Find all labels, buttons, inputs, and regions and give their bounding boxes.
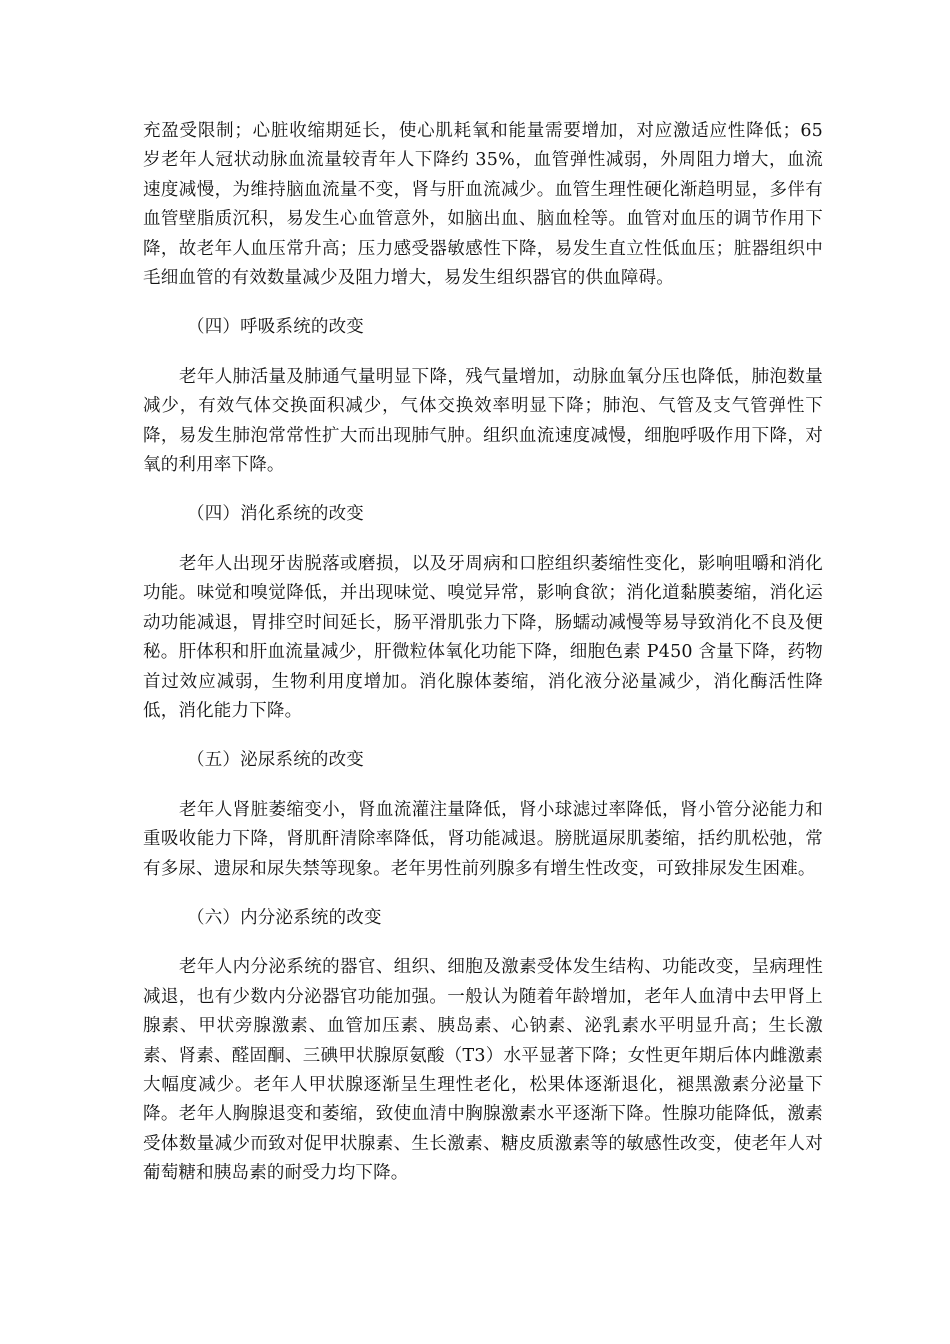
heading-respiratory: （四）呼吸系统的改变 (187, 317, 364, 338)
paragraph-urinary: 老年人肾脏萎缩变小，肾血流灌注量降低，肾小球滤过率降低，肾小管分泌能力和重吸收能力下降，肾肌酐清除率降低，肾功能减退。膀胱逼尿肌萎缩，括约肌松弛，常有多尿、遗尿和尿失禁等现象。老年男性前列腺多有增生性改变，可致排尿发生困难。 (143, 799, 823, 879)
document-body (143, 117, 823, 1209)
paragraph-digestive: 老年人出现牙齿脱落或磨损，以及牙周病和口腔组织萎缩性变化，影响咀嚼和消化功能。味觉和嗅觉降低，并出现味觉、嗅觉异常，影响食欲；消化道黏膜萎缩，消化运动功能减退，胃排空时间延长，肠平滑肌张力下降，肠蠕动减慢等易导致消化不良及便秘。肝体积和肝血流量减少，肝微粒体氧化功能下降，细胞色素 P450 含量下降，药物首过效应减弱，生物利用度增加。消化腺体萎缩，消化液分泌量减少，消化酶活性降低，消化能力下降。 (143, 553, 823, 721)
paragraph-endocrine: 老年人内分泌系统的器官、组织、细胞及激素受体发生结构、功能改变，呈病理性减退，也有少数内分泌器官功能加强。一般认为随着年龄增加，老年人血清中去甲肾上腺素、甲状旁腺激素、血管加压素、胰岛素、心钠素、泌乳素水平明显升高；生长激素、肾素、醛固酮、三碘甲状腺原氨酸（T3）水平显著下降；女性更年期后体内雌激素大幅度减少。老年人甲状腺逐渐呈生理性老化，松果体逐渐退化，褪黑激素分泌量下降。老年人胸腺退变和萎缩，致使血清中胸腺激素水平逐渐下降。性腺功能降低，激素受体数量减少而致对促甲状腺素、生长激素、糖皮质激素等的敏感性改变，使老年人对葡萄糖和胰岛素的耐受力均下降。 (143, 957, 823, 1184)
paragraph-cardiovascular-continuation: 充盈受限制；心脏收缩期延长，使心肌耗氧和能量需要增加，对应激适应性降低；65 岁老年人冠状动脉血流量较青年人下降约 35%，血管弹性减弱，外周阻力增大，血流速度减慢，为维持脑血流量不变，肾与肝血流减少。血管生理性硬化渐趋明显，多伴有血管壁脂质沉积，易发生心血管意外，如脑出血、脑血栓等。血管对血压的调节作用下降，故老年人血压常升高；压力感受器敏感性下降，易发生直立性低血压；脏器组织中毛细血管的有效数量减少及阻力增大，易发生组织器官的供血障碍。 (143, 121, 823, 289)
heading-urinary: （五）泌尿系统的改变 (187, 750, 364, 771)
paragraph-respiratory: 老年人肺活量及肺通气量明显下降，残气量增加，动脉血氧分压也降低，肺泡数量减少，有效气体交换面积减少，气体交换效率明显下降；肺泡、气管及支气管弹性下降，易发生肺泡常常性扩大而出现肺气肿。组织血流速度减慢，细胞呼吸作用下降，对氧的利用率下降。 (143, 366, 823, 476)
heading-endocrine: （六）内分泌系统的改变 (187, 907, 382, 928)
heading-digestive: （四）消化系统的改变 (187, 504, 364, 525)
